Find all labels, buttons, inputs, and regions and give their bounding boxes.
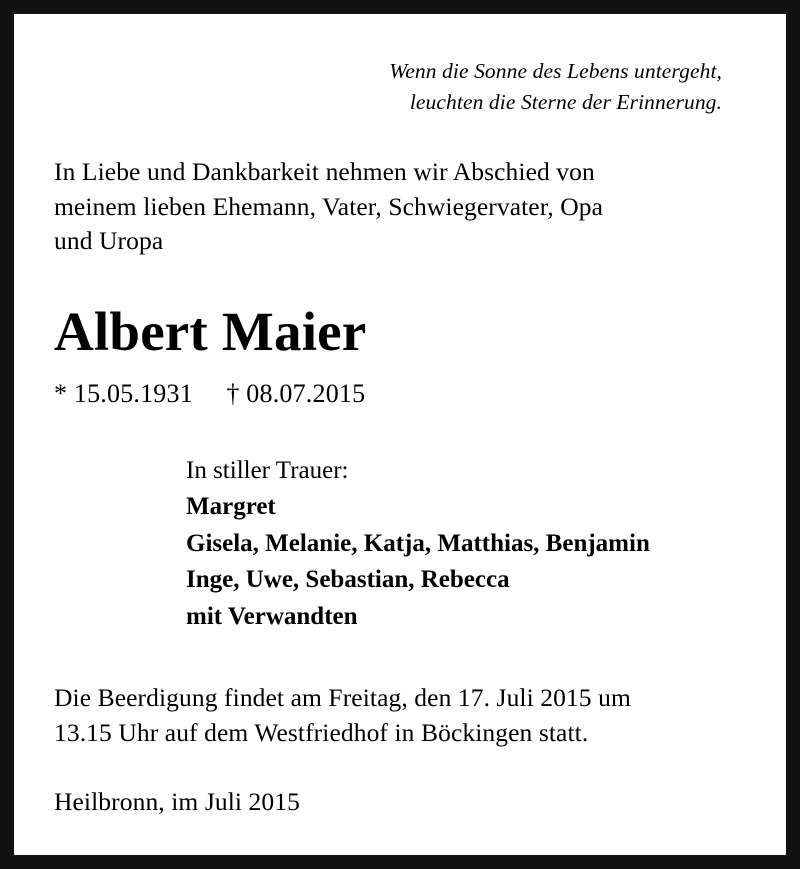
- intro-text: [54, 155, 746, 259]
- epitaph-line-1: Wenn die Sonne des Lebens untergeht,: [389, 59, 722, 83]
- funeral-line-1: Die Beerdigung findet am Freitag, den 17. Juli 2015 um: [54, 683, 631, 713]
- deceased-name: Albert Maier: [54, 301, 367, 363]
- mourner-line-2: Gisela, Melanie, Katja, Matthias, Benjamin: [186, 529, 650, 557]
- mourner-line-4: mit Verwandten: [186, 602, 358, 630]
- intro-line-2: meinem lieben Ehemann, Vater, Schwiegervater, Opa: [54, 191, 604, 221]
- funeral-line-2: 13.15 Uhr auf dem Westfriedhof in Böckingen statt.: [54, 717, 589, 747]
- mourners-block: [186, 453, 746, 636]
- place-and-date: Heilbronn, im Juli 2015: [54, 786, 300, 816]
- intro-line-3: und Uropa: [54, 226, 164, 256]
- birth-death-dates: * 15.05.1931 † 08.07.2015: [54, 378, 366, 408]
- epitaph: [54, 56, 746, 117]
- epitaph-line-2: leuchten die Sterne der Erinnerung.: [409, 89, 722, 114]
- funeral-details: [54, 681, 746, 750]
- intro-line-1: In Liebe und Dankbarkeit nehmen wir Abschied von: [54, 157, 595, 187]
- mourner-line-1: Margret: [186, 493, 276, 521]
- mourning-heading: In stiller Trauer:: [186, 456, 349, 484]
- mourner-line-3: Inge, Uwe, Sebastian, Rebecca: [186, 566, 510, 594]
